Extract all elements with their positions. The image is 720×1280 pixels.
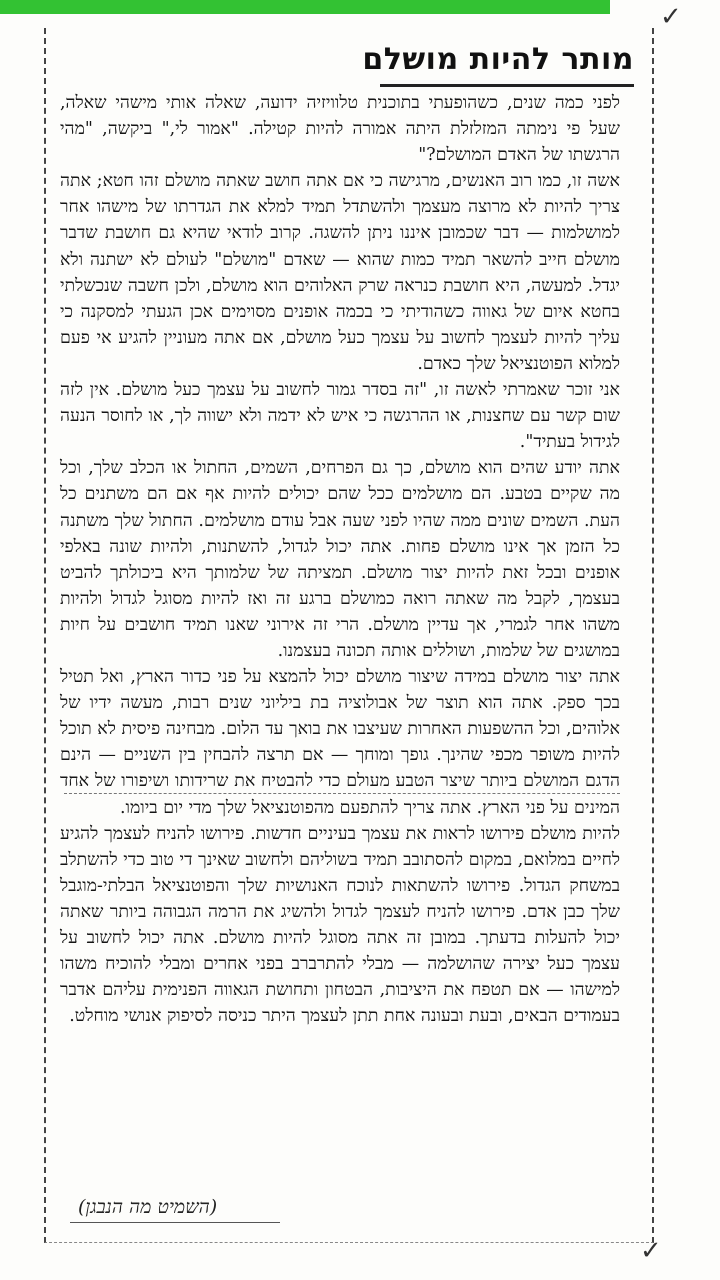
paragraph: אתה יצור מושלם במידה שיצור מושלם יכול להמצא על פני כדור הארץ, ואל תטיל בכך ספק. אתה הוא תוצר של אבולוציה בת ביליוני שנים רבות, מעשה ידיו של אלוהים, וכל ההשפעות האחרות שעיצבו את בואך עד הלום. מבחינה פיסית לא תוכל להיות משופר מכפי שהינך. גופך ומוחך — אם תרצה להבחין בין השניים — הינם הדגם המושלם ביותר שיצר הטבע מעולם כדי להבטיח את שרידותו ושיפורו של אחד המינים על פני הארץ. אתה צריך להתפעם מהפוטנציאל שלך מדי יום ביומו. <box>60 667 620 818</box>
paragraph: אשה זו, כמו רוב האנשים, מרגישה כי אם אתה חושב שאתה מושלם זהו חטא; אתה צריך להיות לא מרוצה מעצמך ולהשתדל תמיד למלא את הגדרתו של מישהו אחר למושלמות — דבר שכמובן איננו ניתן להשגה. קרוב לודאי שהיא גם חושבת שדבר מושלם חייב להשאר תמיד כמות שהוא — שאדם "מושלם" לעולם לא ישתנה ולא יגדל. למעשה, היא חושבת כנראה שרק האלוהים הוא מושלם, ולכן חשבה שנכשלתי בחטא איום של גאווה כשהודיתי כי בכמה אופנים מסוימים אכן הגעתי למסקנה כי עליך להיות לעצמך לחשוב על עצמך כעל מושלם, אם אתה מעוניין להגיע אי פעם למלוא הפוטנציאל שלך כאדם. <box>60 171 620 374</box>
handwritten-signature: (השמיט מה הנבגן) <box>78 1196 218 1218</box>
paragraph: להיות מושלם פירושו לראות את עצמך בעיניים חדשות. פירושו להניח לעצמך להגיע לחיים במלואם, במקום להסתובב תמיד בשוליהם ולחשוב שאינך די טוב כדי להשתלב במשחק הגדול. פירושו להשתאות לנוכח האנושיות שלך והפוטנציאל הבלתי-מוגבל שלך כבן אדם. פירושו להניח לעצמך לגדול ולהשיג את הרמה הגבוהה ביותר שאתה יכול להעלות בדעתך. במובן זה אתה מסוגל להיות מושלם. אתה יכול לחשוב על עצמך כעל יצירה שהושלמה — מבלי להתרברב בפני אחרים ומבלי להוכיח משהו למישהו — אם תטפח את היציבות, הבטחון ותחושת הגאווה הפנימית עליהם אדבר בעמודים הבאים, ובעת ובעונה אחת תתן לעצמך היתר כניסה לסיפוק אנושי מוחלט. <box>60 823 620 1027</box>
paragraph: אתה יודע שהים הוא מושלם, כך גם הפרחים, השמים, החתול או הכלב שלך, וכל מה שקיים בטבע. הם מושלמים ככל שהם יכולים להיות אף אם הם משתנים כל העת. השמים שונים ממה שהיו לפני שעה אבל עודם מושלמים. החתול שלך משתנה כל הזמן אך אינו מושלם פחות. אתה יכול לגדול, להשתנות, ולהיות שונה באלפי אופנים ובכל זאת להיות יצור מושלם. תמציתה של שלמותך היא ביכולתך להביט בעצמך, לקבל מה שאתה רואה כמושלם ברגע זה ואז להיות מסוגל לגדול ולהיות משהו אחר לגמרי, אך עדיין מושלם. הרי זה אירוני שאנו תמיד חושבים על חיות במושגים של שלמות, ושוללים אותה תכונה בעצמנו. <box>60 458 620 661</box>
paragraph: לפני כמה שנים, כשהופעתי בתוכנית טלוויזיה ידועה, שאלה אותי מישהי שאלה, שעל פי נימתה המזלזלת היתה אמורה להיות קטילה. "אמור לי," ביקשה, "מהי הרגשתו של האדם המושלם?" <box>60 93 620 166</box>
signature-underline <box>70 1222 280 1223</box>
green-top-strip <box>0 0 610 14</box>
corner-mark-top-right: ✓ <box>660 2 682 32</box>
paragraph: אני זוכר שאמרתי לאשה זו, "זה בסדר גמור לחשוב על עצמך כעל מושלם. אין לזה שום קשר עם שחצנות, או ההרגשה כי איש לא ידמה ולא ישווה לך, או לחוסר הנעה לגידול בעתיד". <box>60 380 620 453</box>
title-underline <box>380 84 634 87</box>
article-body <box>60 90 620 1029</box>
page-title: מותר להיות מושלם <box>362 42 634 77</box>
corner-mark-bottom-right: ✓ <box>640 1236 662 1266</box>
